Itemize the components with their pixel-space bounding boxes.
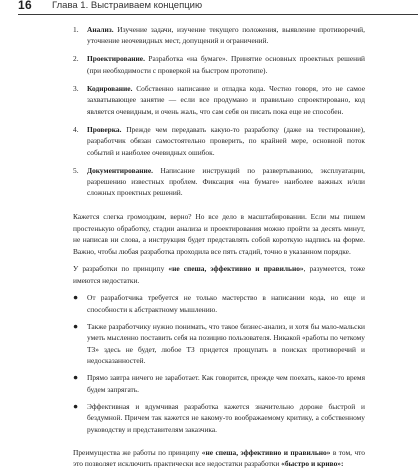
list-item-number: 3. (73, 83, 79, 93)
list-item-body: Разработка «на бумаге». Принятие основных проектных решений (при необходимости с проверкой на быстром прототипе). (87, 54, 365, 75)
list-item (73, 372, 365, 395)
list-item-text (87, 53, 365, 76)
body-paragraph (73, 447, 365, 470)
list-item-text: Прямо завтра ничего не заработает. Как говорится, прежде чем поехать, какое-то время будем запрягать. (87, 373, 365, 394)
list-item-text (87, 165, 365, 199)
bullet-icon: ● (73, 320, 79, 331)
list-item-text (87, 83, 365, 117)
list-item-number: 4. (73, 124, 79, 134)
list-item-body: Написание инструкций по развертыванию, эксплуатации, разрешению известных проблем. Фиксация «на бумаге» наиболее важных и/или сложных проектных решений. (87, 165, 365, 198)
page-number: 16 (18, 0, 32, 12)
list-item-body: Прежде чем передавать какую-то разработку (даже на тестирование), разработчик обязан самостоятельно проверить, по крайней мере, основной поток событий и наиболее очевидных ошибок. (87, 124, 365, 157)
list-item-text: Также разработчику нужно понимать, что такое бизнес-анализ, и хотя бы мало-мальски уметь мысленно поставить себя на позицию пользователя. Никакой «работы по четкому ТЗ» здесь не будет, любое ТЗ придется прощупать в поисках противоречий и недосказанностей. (87, 321, 365, 366)
list-item (73, 53, 365, 76)
list-item (73, 124, 365, 158)
list-item-number: 5. (73, 165, 79, 175)
list-item (73, 165, 365, 199)
list-item (73, 401, 365, 435)
paragraph-emphasis: «не спеша, эффективно и правильно» (168, 264, 304, 274)
paragraph-text: в том, что это позволяет исключить практически все недостатки разработки (73, 447, 365, 469)
list-item (73, 292, 365, 315)
chapter-title: Глава 1. Выстраиваем концепцию (52, 0, 203, 11)
list-item-term: Документирование. (87, 165, 153, 175)
paragraph-emphasis: «быстро и криво»: (281, 459, 344, 469)
list-item (73, 24, 365, 47)
body-paragraph: Кажется слегка громоздким, верно? Но все дело в масштабировании. Если мы пишем простенькую обработку, стадии анализа и проектирования можно пройти за десять минут, не написав ни слова, а инструкция будет представлять собой короткую надпись на форме. Важно, чтобы любая разработка проходила все пять стадий, точно в указанном порядке. (73, 212, 365, 256)
list-item-text (87, 124, 365, 158)
list-item-text: Эффективная и вдумчивая разработка кажется значительно дороже быстрой и бездумной. Причем так кажется не какому-то воображаемому критику, а собственному руководству и представителям заказчика. (87, 401, 365, 434)
paragraph-text: У разработки по принципу (73, 264, 169, 274)
bullet-icon: ● (73, 372, 79, 383)
numbered-list (73, 24, 365, 199)
bullet-icon: ● (73, 292, 79, 303)
list-item-number: 2. (73, 54, 79, 64)
list-item-term: Кодирование. (87, 83, 133, 93)
list-item-number: 1. (73, 25, 79, 34)
list-item-text (87, 24, 365, 47)
page-body (73, 24, 365, 470)
bullet-icon: ● (73, 400, 79, 411)
list-item (73, 321, 365, 367)
body-paragraph (73, 263, 365, 286)
page-header (18, 0, 418, 15)
list-item-body: Изучение задачи, изучение текущего положения, выявление противоречий, уточнение неочевидных мест, допущений и ограничений. (87, 25, 365, 46)
paragraph-text: , разумеется, тоже имеются недостатки. (73, 264, 365, 285)
list-item-term: Проектирование. (87, 54, 145, 64)
list-item-text: От разработчика требуется не только мастерство в написании кода, но еще и способности к абстрактному мышлению. (87, 293, 365, 314)
paragraph-emphasis: «не спеша, эффективно и правильно» (201, 447, 331, 457)
paragraph-text: Преимущества же работы по принципу (73, 447, 202, 457)
bullet-list (73, 292, 365, 435)
list-item (73, 83, 365, 117)
list-item-term: Анализ. (87, 25, 114, 34)
list-item-body: Собственно написание и отладка кода. Честно говоря, это не самое захватывающее занятие — если все продумано и правильно спроектировано, код является очевидным, и очень жаль, что сам себя он писать пока еще не способен. (87, 83, 365, 116)
list-item-term: Проверка. (87, 124, 122, 134)
